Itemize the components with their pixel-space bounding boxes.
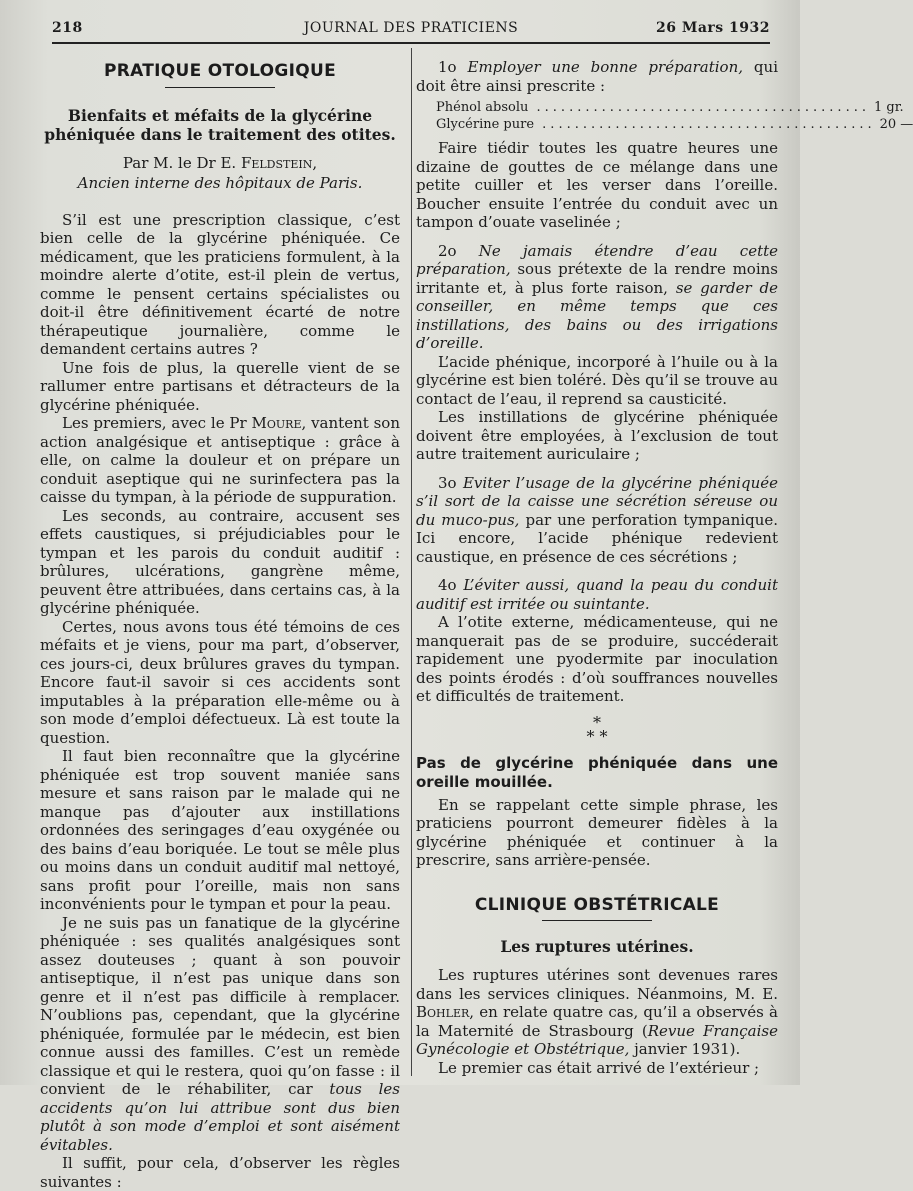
section-rule <box>542 920 652 921</box>
right-column <box>416 58 913 1077</box>
column-divider <box>411 48 412 1076</box>
text-span: Je ne suis pas un fanatique de la glycérine phéniquée : ses qualités analgésiques sont assez douteuses ; quant à son pouvoir antiseptique, il n’est pas unique dans son genre et il n’est pas difficile à remplacer. N’oublions pas, cependant, que la glycérine phéniquée, formulée par le médecin, est bien connue aussi des familles. C’est un remède classique et qui le restera, quoi qu’on fasse : il convient de le réhabiliter, car <box>40 913 400 1098</box>
section-title-obstetricale: CLINIQUE OBSTÉTRICALE <box>474 894 720 915</box>
rule-number: 2o <box>438 241 479 260</box>
text-span: Les ruptures utérines sont devenues rares dans les services cliniques. Néanmoins, M. E. <box>416 966 778 1003</box>
article-title: Bienfaits et méfaits de la glycérine phéniquée dans le traitement des otites. <box>44 105 396 144</box>
rule-2 <box>416 242 778 353</box>
formula-row <box>436 116 913 133</box>
asterism <box>416 712 778 746</box>
rule-number: 1o <box>438 58 468 76</box>
ingredient-quantity: 1 gr. <box>873 100 904 115</box>
page-number: 218 <box>52 20 83 36</box>
byline-prefix: Par M. le Dr E. <box>122 153 241 172</box>
rule-number: 4o <box>438 576 464 594</box>
paragraph: Il suffit, pour cela, d’observer les règles suivantes : <box>40 1154 400 1191</box>
author-affiliation: Ancien interne des hôpitaux de Paris. <box>77 174 363 192</box>
leader-dots: ......................................... <box>528 100 870 115</box>
journal-reference: Revue Française Gynécologie et Obstétrique, <box>416 1021 778 1058</box>
paragraph: Faire tiédir toutes les quatre heures une dizaine de gouttes de ce mélange dans une petite cuiller et les verser dans l’oreille. Boucher ensuite l’entrée du conduit avec un tampon d’ouate vaselinée ; <box>416 139 778 231</box>
emphasis: tous les accidents qu’on lui attribue sont dus bien plutôt à son mode d’emploi et sont aisément évitables. <box>40 1080 401 1154</box>
emphasis: L’éviter aussi, quand la peau du conduit auditif est irritée ou suintante. <box>416 576 779 613</box>
header-rule <box>52 42 770 44</box>
text-span: qui doit être ainsi prescrite : <box>416 58 778 95</box>
text-span: , en relate quatre cas, qu’il a observés à la Maternité de Strasbourg ( <box>416 1003 778 1040</box>
journal-title: JOURNAL DES PRATICIENS <box>303 20 519 36</box>
paragraph: Certes, nous avons tous été témoins de ces méfaits et je viens, pour ma part, d’observer, ces jours-ci, deux brûlures graves du tympan. Encore faut-il savoir si ces accidents sont imputables à la préparation elle-même ou à son mode d’emploi défectueux. Là est toute la question. <box>40 617 400 747</box>
paragraph: Les seconds, au contraire, accusent ses effets caustiques, si préjudiciables pour le tympan et les parois du conduit auditif : brûlures, ulcérations, gangrène même, peuvent être attribuées, dans certains cas, à la glycérine phéniquée. <box>40 506 400 617</box>
rule-1 <box>416 58 778 95</box>
left-column <box>40 58 400 1191</box>
asterism-top: * <box>593 712 601 732</box>
paragraph: En se rappelant cette simple phrase, les praticiens pourront demeurer fidèles à la glycérine phéniquée et continuer à la prescrire, sans arrière-pensée. <box>416 795 778 869</box>
article-title-ruptures: Les ruptures utérines. <box>500 937 694 956</box>
ingredient-name: Glycérine pure <box>436 117 535 132</box>
section-title-otologique: PRATIQUE OTOLOGIQUE <box>103 61 337 81</box>
formula-table <box>436 99 913 133</box>
paragraph: S’il est une prescription classique, c’est bien celle de la glycérine phéniquée. Ce médicament, que les praticiens formulent, à la moindre alerte d’otite, est-il plein de vertus, comme le pensent certains spécialistes ou doit-il être définitivement écarté de notre thérapeutique journalière, comme le demandent certains autres ? <box>40 210 400 358</box>
paragraph: Le premier cas était arrivé de l’extérieur ; <box>438 1058 760 1077</box>
paragraph <box>40 914 400 1155</box>
text-span: par une perforation tympanique. Ici encore, l’acide phénique redevient caustique, en présence de ces sécrétions ; <box>416 510 778 566</box>
running-header <box>52 20 770 42</box>
emphasis: se garder de conseiller, en même temps que ces instillations, des bains ou des irrigations d’oreille. <box>416 278 778 352</box>
text-span: , vantent son action analgésique et antiseptique : grâce à elle, on calme la douleur et on prépare un conduit aseptique qui ne surinfectera pas la caisse du tympan, à la période de suppuration. <box>40 414 400 506</box>
formula-row <box>436 99 904 116</box>
text-span: Les premiers, avec le Pr <box>62 414 252 432</box>
paragraph <box>416 966 778 1059</box>
subheading-oreille-mouillee: Pas de glycérine phéniquée dans une oreille mouillée. <box>416 753 778 791</box>
paragraph: Les instillations de glycérine phéniquée doivent être employées, à l’exclusion de tout autre traitement auriculaire ; <box>416 408 778 463</box>
ingredient-quantity: 20 — <box>879 117 913 132</box>
author-name: Feldstein, <box>240 153 318 172</box>
asterism-bottom: * * <box>586 726 608 746</box>
emphasis: Ne jamais étendre d’eau cette préparation, <box>416 241 779 278</box>
paragraph: Il faut bien reconnaître que la glycérine phéniquée est trop souvent maniée sans mesure et sans raison par le malade qui ne manque pas d’ajouter aux instillations ordonnées des seringages d’eau oxygénée ou des bains d’eau boriquée. Le tout se mêle plus ou moins dans un conduit auditif mal nettoyé, sans profit pour l’oreille, mais non sans inconvénients pour le tympan et pour la peau. <box>40 747 400 913</box>
emphasis: Eviter l’usage de la glycérine phéniquée s’il sort de la caisse une sécrétion séreuse ou du muco-pus, <box>416 473 779 529</box>
paragraph: A l’otite externe, médicamenteuse, qui ne manquerait pas de se produire, succéderait rapidement une pyodermite par inoculation des points érodés : d’où souffrances nouvelles et difficultés de traitement. <box>416 613 778 705</box>
rule-number: 3o <box>438 473 463 492</box>
name-bohler: Bohler <box>416 1003 470 1021</box>
ingredient-name: Phénol absolu <box>436 100 529 115</box>
name-moure: Moure <box>251 414 302 432</box>
text-span: janvier 1931). <box>629 1040 741 1058</box>
issue-date: 26 Mars 1932 <box>655 20 770 36</box>
leader-dots: ......................................... <box>534 117 876 132</box>
paragraph: Une fois de plus, la querelle vient de se rallumer entre partisans et détracteurs de la glycérine phéniquée. <box>40 358 400 414</box>
paragraph <box>40 414 400 507</box>
byline <box>40 154 400 173</box>
rule-4 <box>416 576 778 613</box>
rule-3 <box>416 474 778 567</box>
paragraph: L’acide phénique, incorporé à l’huile ou à la glycérine est bien toléré. Dès qu’il se trouve au contact de l’eau, il reprend sa causticité. <box>416 352 778 408</box>
text-span: sous prétexte de la rendre moins irritante et, à plus forte raison, <box>416 260 778 297</box>
emphasis: Employer une bonne préparation, <box>467 58 744 76</box>
section-rule <box>165 87 275 88</box>
